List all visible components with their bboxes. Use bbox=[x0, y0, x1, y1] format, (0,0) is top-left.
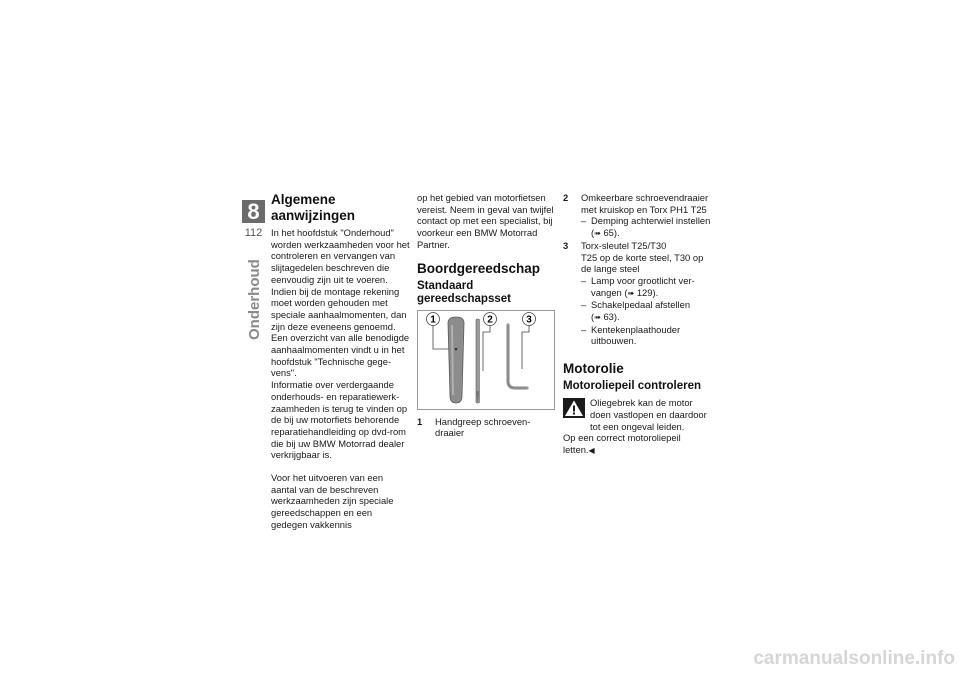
toolkit-item-number: 2 bbox=[563, 192, 569, 203]
figure-callout-2 bbox=[484, 312, 497, 325]
figure-callout-1 bbox=[427, 312, 440, 325]
toolkit-item-number: 3 bbox=[563, 239, 569, 251]
toolkit-item-2 bbox=[563, 192, 713, 215]
page-ref-arrow-icon: ➠ bbox=[594, 313, 601, 323]
subitem-text: Demping achterwiel instellen bbox=[591, 215, 711, 227]
page-ref[interactable]: 129 bbox=[636, 286, 653, 298]
svg-text:3: 3 bbox=[526, 314, 532, 326]
toolkit-subitem: – Lamp voor grootlicht vervangen (➠ 129). bbox=[581, 274, 695, 298]
subheading-standard-toolkit: Standaard gereedschapsset bbox=[417, 279, 511, 305]
toolkit-item-text: Handgreep schroevendraaier bbox=[435, 415, 531, 439]
toolkit-subitem: – Schakelpedaal afstellen (➠ 63). bbox=[581, 299, 691, 323]
general-notes-para-1: In het hoofdstuk "Onderhoud" worden werkzaamheden voor het controleren en vervangen van slijtagedelen beschreven die eenvoudig zijn uit te voeren. Indien bij de montage rekening moet worden gehouden met speciale aanhaalmomenten, dan zijn deze eveneens genoemd. Een overzicht van alle benodigde aanhaalmomenten vindt u in het hoofdstuk "Technische gegevens". bbox=[271, 227, 410, 379]
toolkit-subitem: – Kentekenplaathouder uitbouwen. bbox=[581, 324, 713, 347]
chapter-side-title: Onderhoud bbox=[246, 259, 263, 340]
watermark: carmanualsonline.info bbox=[753, 648, 955, 669]
toolkit-item-detail: met kruiskop en Torx PH1 T25 bbox=[581, 203, 707, 215]
page-ref[interactable]: 65 bbox=[603, 227, 614, 239]
subitem-text: Kentekenplaathouder uitbouwen. bbox=[591, 323, 681, 347]
toolkit-item-3 bbox=[563, 240, 713, 275]
column-toolkit-continued bbox=[563, 192, 713, 457]
svg-text:2: 2 bbox=[487, 314, 493, 326]
column-general-notes bbox=[271, 192, 411, 531]
figure-callout-3 bbox=[523, 312, 536, 325]
general-notes-para-3: Voor het uitvoeren van een aantal van de beschreven werkzaamheden zijn speciale gereedschappen en een gedegen vakkennis bbox=[271, 472, 394, 530]
warning-block bbox=[563, 397, 713, 432]
toolkit-subitem: – Demping achterwiel instellen (➠ 65). bbox=[581, 215, 711, 239]
page-number: 112 bbox=[244, 227, 263, 239]
subheading-check-oil-level: Motoroliepeil controleren bbox=[563, 380, 702, 393]
end-mark-icon: ◀ bbox=[588, 445, 595, 455]
warning-text: Oliegebrek kan de motor doen vastlopen en daardoor tot een ongeval leiden. bbox=[590, 397, 707, 432]
subitem-text: Schakelpedaal afstellen bbox=[591, 299, 691, 311]
toolkit-item-number: 1 bbox=[417, 415, 423, 427]
toolkit-item-text: Torx-sleutel T25/T30 bbox=[581, 239, 667, 251]
heading-general-notes: Algemene aanwijzingen bbox=[271, 192, 356, 223]
chapter-number: 8 bbox=[242, 200, 265, 223]
toolkit-illustration bbox=[417, 310, 555, 410]
heading-toolkit: Boordgereedschap bbox=[417, 260, 541, 276]
toolkit-item-text: Omkeerbare schroevendraaier bbox=[581, 192, 709, 203]
heading-engine-oil: Motorolie bbox=[563, 361, 624, 377]
warning-triangle-icon bbox=[563, 398, 585, 418]
page-ref-arrow-icon: ➠ bbox=[627, 288, 635, 298]
page-ref-arrow-icon: ➠ bbox=[594, 229, 601, 239]
oil-level-note: Op een correct motoroliepeil letten. bbox=[563, 432, 681, 455]
subitem-text: Lamp voor grootlicht vervangen bbox=[591, 274, 695, 298]
general-notes-para-2: Informatie over verdergaande onderhouds- en reparatiewerkzaamheden is terug te vinden op de bij uw motorfiets behorende reparatiehandleiding op dvd-rom die bij uw BMW Motorrad dealer verkrijgbaar is. bbox=[271, 379, 408, 461]
toolkit-item-1 bbox=[417, 416, 555, 439]
toolkit-item-detail: T25 op de korte steel, T30 op de lange steel bbox=[581, 251, 704, 275]
column-toolkit bbox=[417, 192, 555, 439]
general-notes-para-continued: op het gebied van motorfietsen vereist. Neem in geval van twijfel contact op met een specialist, bij voorkeur een BMW Motorrad Partner. bbox=[417, 192, 554, 250]
svg-text:1: 1 bbox=[430, 314, 436, 326]
page-ref[interactable]: 63 bbox=[603, 311, 614, 323]
